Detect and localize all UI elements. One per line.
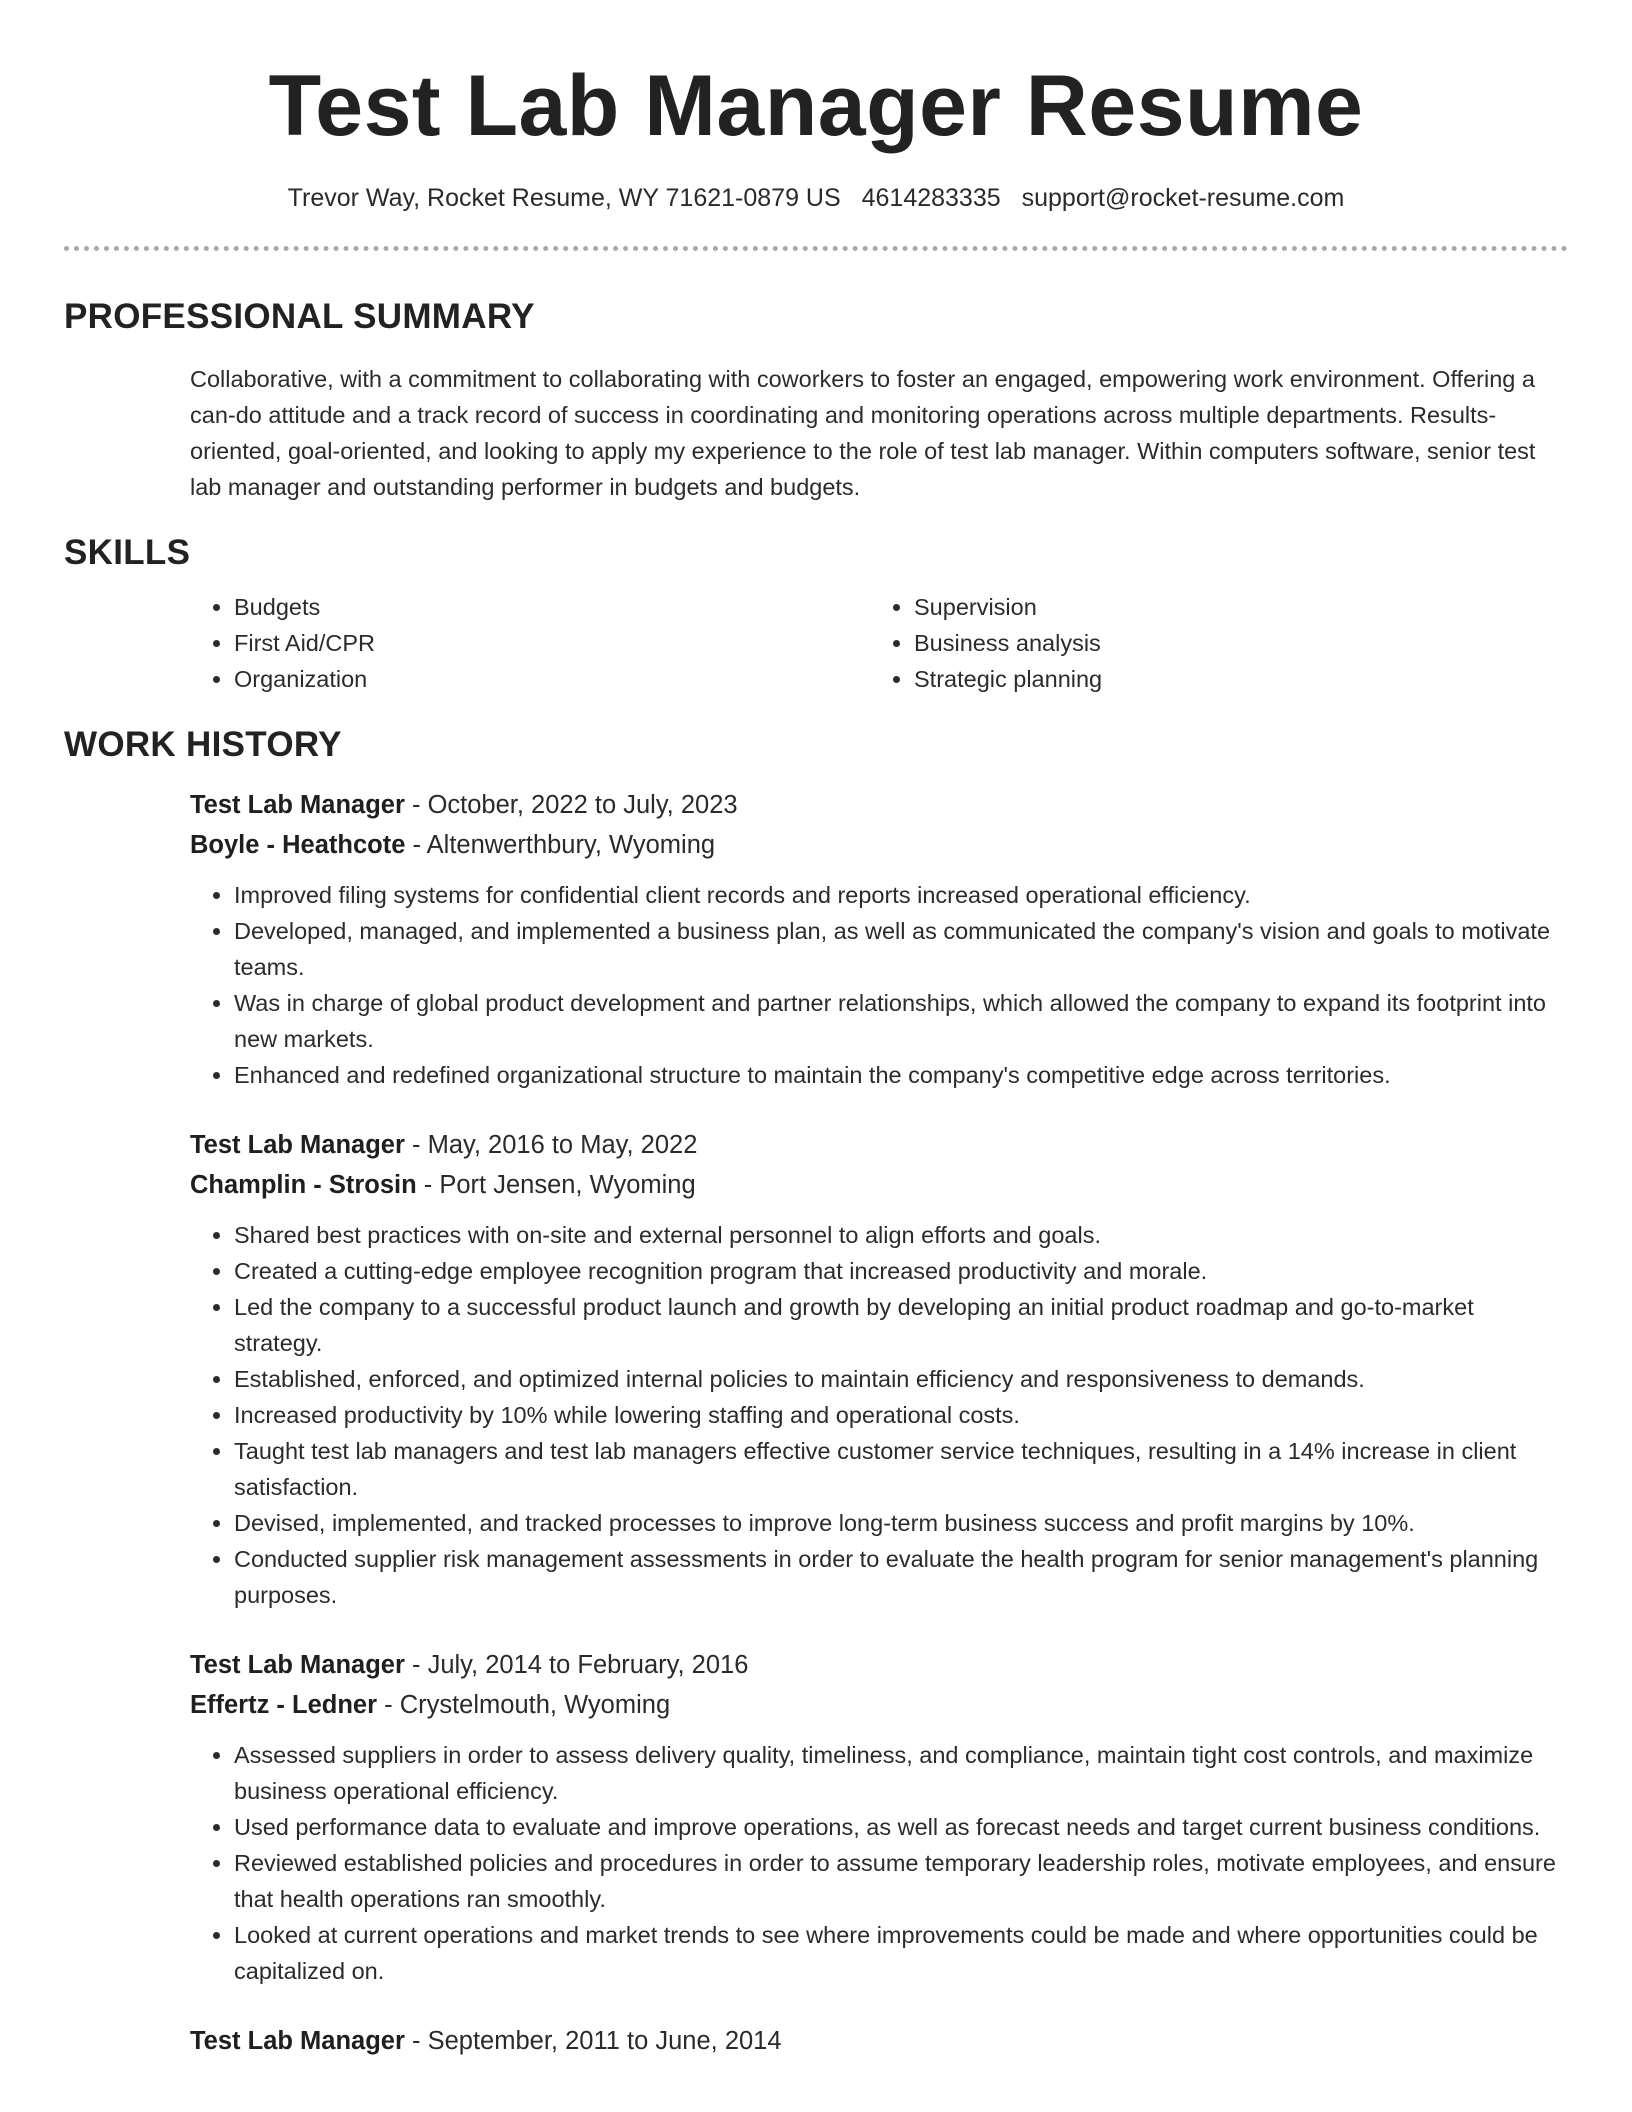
summary-text: Collaborative, with a commitment to collaborating with coworkers to foster an engaged, empowering work environment. Offering a can-do attitude and a track record of success in coordinating and monitoring operations across multiple departments. Results-oriented, goal-oriented, and looking to apply my experience to the role of test lab manager. Within computers software, senior test lab manager and outstanding performer in budgets and budgets.	[190, 366, 1536, 500]
job-bullet: • Led the company to a successful product launch and growth by developing an initial product roadmap and go-to-market strategy.	[234, 1289, 1568, 1361]
job-bullet: • Taught test lab managers and test lab managers effective customer service techniques, resulting in a 14% increase in client satisfaction.	[234, 1433, 1568, 1505]
contact-phone: 4614283335	[861, 184, 1001, 212]
job-company-line	[190, 1685, 1568, 1725]
resume-title: Test Lab Manager Resume	[268, 58, 1364, 154]
job-dates: - September, 2011 to June, 2014	[404, 2027, 782, 2055]
job-bullets	[190, 1737, 1568, 1989]
job-location: - Crystelmouth, Wyoming	[377, 1691, 671, 1719]
job-bullet: • Established, enforced, and optimized internal policies to maintain efficiency and responsiveness to demands.	[234, 1361, 1568, 1397]
job-bullet: • Was in charge of global product development and partner relationships, which allowed the company to expand its footprint into new markets.	[234, 985, 1568, 1057]
job-entry	[190, 2021, 1568, 2061]
job-entry	[190, 785, 1568, 1093]
work-history-heading: WORK HISTORY	[64, 725, 342, 764]
job-title-line	[190, 2021, 1568, 2061]
job-dates: - May, 2016 to May, 2022	[404, 1131, 698, 1159]
job-bullet: • Devised, implemented, and tracked processes to improve long-term business success and profit margins by 10%.	[234, 1505, 1568, 1541]
summary-heading: PROFESSIONAL SUMMARY	[64, 297, 535, 336]
job-bullet: • Assessed suppliers in order to assess delivery quality, timeliness, and compliance, maintain tight cost controls, and maximize business operational efficiency.	[234, 1737, 1568, 1809]
job-location: - Port Jensen, Wyoming	[416, 1171, 696, 1199]
job-company: Champlin - Strosin	[190, 1171, 417, 1199]
skills-column-left	[190, 589, 870, 697]
job-bullet: • Increased productivity by 10% while lowering staffing and operational costs.	[234, 1397, 1568, 1433]
job-title: Test Lab Manager	[190, 1651, 405, 1679]
job-dates: - October, 2022 to July, 2023	[404, 791, 738, 819]
job-title: Test Lab Manager	[190, 2027, 405, 2055]
job-bullet: • Looked at current operations and market trends to see where improvements could be made and where opportunities could be capitalized on.	[234, 1917, 1568, 1989]
job-title: Test Lab Manager	[190, 791, 405, 819]
job-location: - Altenwerthbury, Wyoming	[405, 831, 716, 859]
job-title-line	[190, 785, 1568, 825]
skills-list	[190, 589, 1568, 697]
job-bullet: • Shared best practices with on-site and external personnel to align efforts and goals.	[234, 1217, 1568, 1253]
job-bullet: • Used performance data to evaluate and improve operations, as well as forecast needs and target current business conditions.	[234, 1809, 1568, 1845]
skill-item: • Business analysis	[914, 625, 1550, 661]
job-company-line	[190, 825, 1568, 865]
header-divider	[64, 246, 1568, 251]
job-bullet: • Conducted supplier risk management assessments in order to evaluate the health program for senior management's planning purposes.	[234, 1541, 1568, 1613]
contact-line	[64, 182, 1568, 214]
contact-address: Trevor Way, Rocket Resume, WY 71621-0879 US	[287, 184, 841, 212]
skill-item: • Organization	[234, 661, 870, 697]
job-bullet: • Developed, managed, and implemented a business plan, as well as communicated the company's vision and goals to motivate teams.	[234, 913, 1568, 985]
skills-heading: SKILLS	[64, 533, 191, 572]
job-company: Effertz - Ledner	[190, 1691, 378, 1719]
skills-column-right	[870, 589, 1550, 697]
job-entry	[190, 1125, 1568, 1613]
job-dates: - July, 2014 to February, 2016	[404, 1651, 749, 1679]
skill-item: • Budgets	[234, 589, 870, 625]
job-bullet: • Created a cutting-edge employee recognition program that increased productivity and morale.	[234, 1253, 1568, 1289]
resume-page	[64, 0, 1568, 2061]
job-entry	[190, 1645, 1568, 1989]
job-title-line	[190, 1125, 1568, 1165]
skill-item: • Strategic planning	[914, 661, 1550, 697]
job-company-line	[190, 1165, 1568, 1205]
job-bullet: • Reviewed established policies and procedures in order to assume temporary leadership roles, motivate employees, and ensure that health operations ran smoothly.	[234, 1845, 1568, 1917]
job-title: Test Lab Manager	[190, 1131, 405, 1159]
contact-email: support@rocket-resume.com	[1021, 184, 1345, 212]
job-bullet: • Enhanced and redefined organizational structure to maintain the company's competitive edge across territories.	[234, 1057, 1568, 1093]
job-bullets	[190, 1217, 1568, 1613]
job-title-line	[190, 1645, 1568, 1685]
job-company: Boyle - Heathcote	[190, 831, 406, 859]
job-bullets	[190, 877, 1568, 1093]
job-bullet: • Improved filing systems for confidential client records and reports increased operational efficiency.	[234, 877, 1568, 913]
skill-item: • First Aid/CPR	[234, 625, 870, 661]
skill-item: • Supervision	[914, 589, 1550, 625]
